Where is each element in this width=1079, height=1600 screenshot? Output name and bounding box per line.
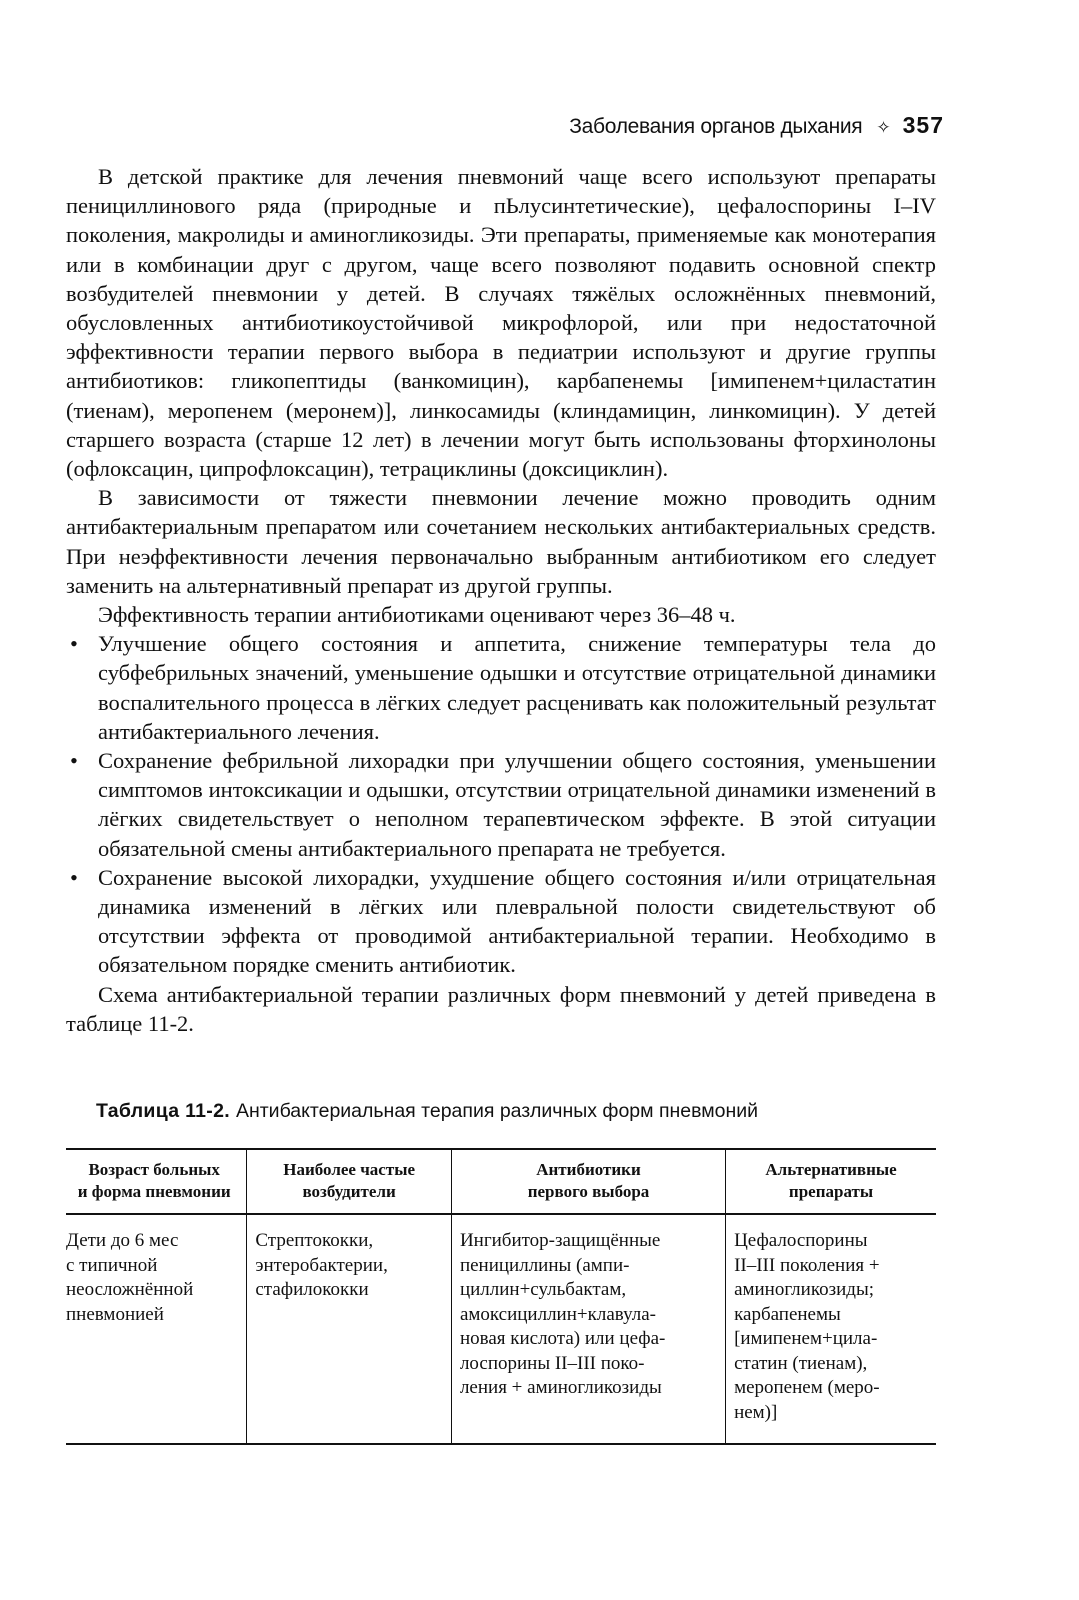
- table-caption: [96, 1099, 936, 1123]
- column-header-alternatives: Альтернативные препараты: [726, 1149, 936, 1214]
- cell-alternatives: Цефалоспорины II–III поколения + аминогликозиды; карбапенемы [имипенем+цила- статин (тиенам), меропенем (меро- нем)]: [726, 1214, 936, 1444]
- antibacterial-therapy-table: [66, 1148, 936, 1445]
- cell-pathogens: Стрептококки, энтеробактерии, стафилококки: [247, 1214, 452, 1444]
- list-item-partial-effect: [66, 746, 936, 863]
- running-header: [66, 112, 944, 141]
- bullet-icon: •: [70, 748, 78, 774]
- column-header-age-form: Возраст больных и форма пневмонии: [66, 1149, 247, 1214]
- table-caption-text: Антибактериальная терапия различных форм пневмоний: [235, 1100, 759, 1122]
- paragraph-antibiotics-overview: В детской практике для лечения пневмоний чаще всего используют препараты пенициллинового ряда (природные и пЬлусинтетические), цефалоспорины I–IV поколения, макролиды и аминогликозиды. Эти препараты, применяемые как монотерапия или в комбинации друг с другом, чаще всего позволяют подавить основной спектр возбудителей пневмонии у детей. В случаях тяжёлых осложнённых пневмоний, обусловленных антибиотикоустойчивой микрофлорой, или при недостаточной эффективности терапии первого выбора в педиатрии используют и другие группы антибиотиков: гликопептиды (ванкомицин), карбапенемы [имипенем+циластатин (тиенам), меропенем (меронем)], линкосамиды (клиндамицин, линкомицин). У детей старшего возраста (старше 12 лет) в лечении могут быть использованы фторхинолоны (офлоксацин, ципрофлоксацин), тетрациклины (доксициклин).: [66, 164, 936, 482]
- bullet-icon: •: [70, 631, 78, 657]
- diamond-separator-icon: ✧: [876, 118, 891, 137]
- column-header-pathogens: Наиболее частые возбудители: [247, 1149, 452, 1214]
- paragraph-table-reference: Схема антибактериальной терапии различных форм пневмоний у детей приведена в таблице 11-2.: [66, 981, 936, 1036]
- table-caption-label: Таблица 11-2.: [96, 1100, 230, 1122]
- bullet-icon: •: [70, 864, 78, 890]
- paragraph-therapy-choice: В зависимости от тяжести пневмонии лечение можно проводить одним антибактериальным препаратом или сочетанием нескольких антибактериальных средств. При неэффективности лечения первоначально выбранным антибиотиком его следует заменить на альтернативный препарат из другой группы.: [66, 485, 936, 598]
- table-row: [66, 1214, 936, 1444]
- list-item-no-effect: [66, 863, 936, 980]
- page-number: 357: [902, 112, 944, 138]
- efficacy-criteria-list: [66, 629, 936, 979]
- column-header-first-choice: Антибиотики первого выбора: [451, 1149, 725, 1214]
- chapter-title: Заболевания органов дыхания: [569, 115, 863, 138]
- list-item-text: Сохранение фебрильной лихорадки при улучшении общего состояния, уменьшении симптомов интоксикации и одышки, отсутствии отрицательной динамики изменений в лёгких свидетельствует о неполном терапевтическом эффекте. В этой ситуации обязательной смены антибактериального препарата не требуется.: [98, 748, 936, 861]
- cell-first-choice: Ингибитор-защищённые пенициллины (ампи- циллин+сульбактам, амоксициллин+клавула- новая кислота) или цефа- лоспорины II–III поко- ления + аминогликозиды: [451, 1214, 725, 1444]
- paragraph-efficacy-evaluation: Эффективность терапии антибиотиками оценивают через 36–48 ч.: [98, 602, 736, 628]
- body-text: [66, 162, 936, 1038]
- list-item-positive-result: [66, 629, 936, 746]
- list-item-text: Улучшение общего состояния и аппетита, снижение температуры тела до субфебрильных значений, уменьшение одышки и отсутствие отрицательной динамики воспалительного процесса в лёгких следует расценивать как положительный результат антибактериального лечения.: [98, 631, 936, 744]
- table-header-row: [66, 1149, 936, 1214]
- cell-age-form: Дети до 6 мес с типичной неосложнённой пневмонией: [66, 1214, 247, 1444]
- list-item-text: Сохранение высокой лихорадки, ухудшение общего состояния и/или отрицательная динамика изменений в лёгких или плевральной полости свидетельствуют об отсутствии эффекта от проводимой антибактериальной терапии. Необходимо в обязательном порядке сменить антибиотик.: [98, 864, 936, 978]
